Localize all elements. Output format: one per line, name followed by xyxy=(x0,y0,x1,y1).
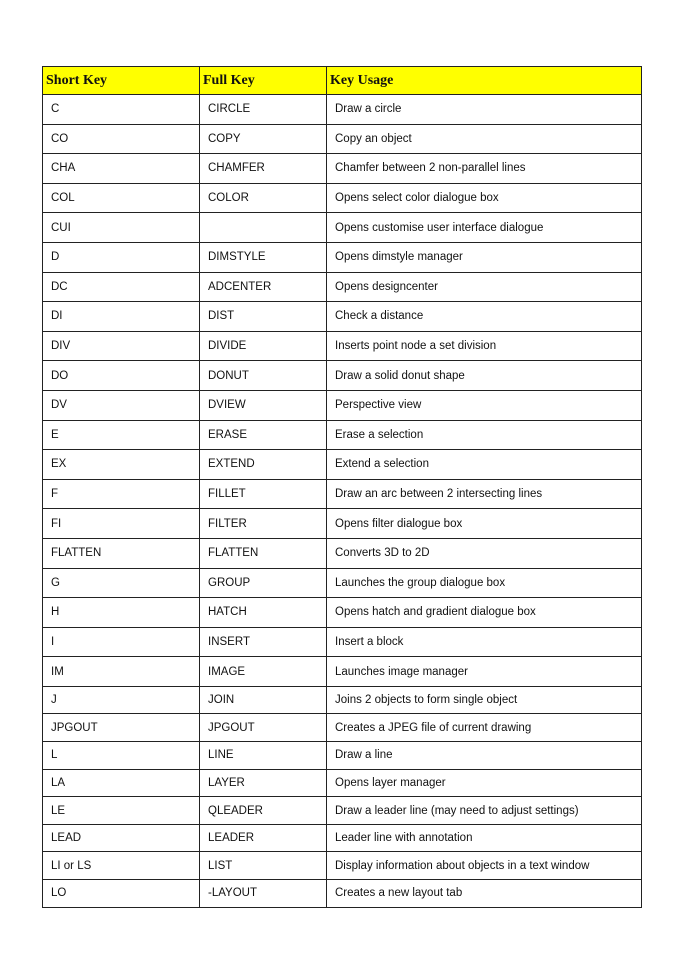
key-usage-cell: Creates a new layout tab xyxy=(327,880,642,908)
full-key-cell: CIRCLE xyxy=(200,95,327,125)
key-usage-cell: Chamfer between 2 non-parallel lines xyxy=(327,154,642,184)
key-usage-cell: Launches image manager xyxy=(327,657,642,687)
short-key-cell: CO xyxy=(43,124,200,154)
key-usage-cell: Creates a JPEG file of current drawing xyxy=(327,714,642,742)
full-key-cell: LIST xyxy=(200,852,327,880)
table-row xyxy=(43,852,642,880)
full-key-cell: DONUT xyxy=(200,361,327,391)
table-header-row xyxy=(43,67,642,95)
short-key-cell: G xyxy=(43,568,200,598)
table-row xyxy=(43,331,642,361)
full-key-cell: DIMSTYLE xyxy=(200,242,327,272)
short-key-cell: IM xyxy=(43,657,200,687)
key-usage-cell: Inserts point node a set division xyxy=(327,331,642,361)
short-key-cell: FLATTEN xyxy=(43,538,200,568)
short-key-cell: COL xyxy=(43,183,200,213)
short-key-cell: F xyxy=(43,479,200,509)
key-usage-cell: Opens customise user interface dialogue xyxy=(327,213,642,243)
short-key-cell: LE xyxy=(43,797,200,825)
key-usage-cell: Extend a selection xyxy=(327,450,642,480)
key-usage-cell: Draw a solid donut shape xyxy=(327,361,642,391)
short-key-cell: CHA xyxy=(43,154,200,184)
table-row xyxy=(43,361,642,391)
key-usage-cell: Draw a circle xyxy=(327,95,642,125)
short-key-cell: DI xyxy=(43,302,200,332)
key-usage-cell: Opens designcenter xyxy=(327,272,642,302)
key-usage-cell: Opens dimstyle manager xyxy=(327,242,642,272)
full-key-cell: ERASE xyxy=(200,420,327,450)
full-key-cell: COPY xyxy=(200,124,327,154)
key-usage-cell: Copy an object xyxy=(327,124,642,154)
short-key-cell: DO xyxy=(43,361,200,391)
key-usage-cell: Opens filter dialogue box xyxy=(327,509,642,539)
table-row xyxy=(43,714,642,742)
table-row xyxy=(43,686,642,714)
table-row xyxy=(43,450,642,480)
short-key-cell: H xyxy=(43,598,200,628)
full-key-cell: LEADER xyxy=(200,824,327,852)
full-key-cell: FILLET xyxy=(200,479,327,509)
full-key-cell: JPGOUT xyxy=(200,714,327,742)
key-usage-cell: Opens layer manager xyxy=(327,769,642,797)
full-key-cell: CHAMFER xyxy=(200,154,327,184)
full-key-cell: DIVIDE xyxy=(200,331,327,361)
table-row xyxy=(43,538,642,568)
table-row xyxy=(43,390,642,420)
table-row xyxy=(43,479,642,509)
short-key-cell: DIV xyxy=(43,331,200,361)
full-key-cell: GROUP xyxy=(200,568,327,598)
table-row xyxy=(43,154,642,184)
key-usage-cell: Converts 3D to 2D xyxy=(327,538,642,568)
key-usage-cell: Draw a leader line (may need to adjust settings) xyxy=(327,797,642,825)
table-row xyxy=(43,420,642,450)
key-usage-cell: Launches the group dialogue box xyxy=(327,568,642,598)
table-row xyxy=(43,95,642,125)
short-key-cell: LA xyxy=(43,769,200,797)
short-key-cell: C xyxy=(43,95,200,125)
short-key-cell: CUI xyxy=(43,213,200,243)
key-usage-cell: Leader line with annotation xyxy=(327,824,642,852)
table-row xyxy=(43,824,642,852)
short-key-cell: E xyxy=(43,420,200,450)
key-usage-cell: Erase a selection xyxy=(327,420,642,450)
table-row xyxy=(43,183,642,213)
full-key-cell: JOIN xyxy=(200,686,327,714)
full-key-cell: EXTEND xyxy=(200,450,327,480)
short-key-cell: L xyxy=(43,742,200,770)
key-usage-cell: Insert a block xyxy=(327,627,642,657)
full-key-cell: FLATTEN xyxy=(200,538,327,568)
table-row xyxy=(43,880,642,908)
key-usage-cell: Perspective view xyxy=(327,390,642,420)
full-key-cell: FILTER xyxy=(200,509,327,539)
short-key-cell: LI or LS xyxy=(43,852,200,880)
key-usage-cell: Joins 2 objects to form single object xyxy=(327,686,642,714)
short-key-cell: LO xyxy=(43,880,200,908)
full-key-cell: DIST xyxy=(200,302,327,332)
table-row xyxy=(43,769,642,797)
short-key-cell: LEAD xyxy=(43,824,200,852)
table-row xyxy=(43,657,642,687)
table-row xyxy=(43,568,642,598)
key-usage-cell: Draw a line xyxy=(327,742,642,770)
full-key-cell: LINE xyxy=(200,742,327,770)
table-row xyxy=(43,598,642,628)
header-full-key: Full Key xyxy=(200,67,327,95)
full-key-cell: COLOR xyxy=(200,183,327,213)
full-key-cell: -LAYOUT xyxy=(200,880,327,908)
table-row xyxy=(43,213,642,243)
full-key-cell: IMAGE xyxy=(200,657,327,687)
key-usage-cell: Check a distance xyxy=(327,302,642,332)
short-key-cell: D xyxy=(43,242,200,272)
short-key-cell: I xyxy=(43,627,200,657)
header-short-key: Short Key xyxy=(43,67,200,95)
short-key-cell: FI xyxy=(43,509,200,539)
table-row xyxy=(43,302,642,332)
table-row xyxy=(43,124,642,154)
table-row xyxy=(43,509,642,539)
table-row xyxy=(43,272,642,302)
short-key-cell: DV xyxy=(43,390,200,420)
full-key-cell xyxy=(200,213,327,243)
key-usage-cell: Display information about objects in a text window xyxy=(327,852,642,880)
table-row xyxy=(43,797,642,825)
full-key-cell: INSERT xyxy=(200,627,327,657)
shortcut-table xyxy=(42,66,642,908)
short-key-cell: JPGOUT xyxy=(43,714,200,742)
key-usage-cell: Opens select color dialogue box xyxy=(327,183,642,213)
short-key-cell: J xyxy=(43,686,200,714)
table-row xyxy=(43,242,642,272)
full-key-cell: HATCH xyxy=(200,598,327,628)
full-key-cell: QLEADER xyxy=(200,797,327,825)
short-key-cell: EX xyxy=(43,450,200,480)
key-usage-cell: Opens hatch and gradient dialogue box xyxy=(327,598,642,628)
key-usage-cell: Draw an arc between 2 intersecting lines xyxy=(327,479,642,509)
header-key-usage: Key Usage xyxy=(327,67,642,95)
table-row xyxy=(43,742,642,770)
table-row xyxy=(43,627,642,657)
full-key-cell: DVIEW xyxy=(200,390,327,420)
full-key-cell: LAYER xyxy=(200,769,327,797)
full-key-cell: ADCENTER xyxy=(200,272,327,302)
short-key-cell: DC xyxy=(43,272,200,302)
